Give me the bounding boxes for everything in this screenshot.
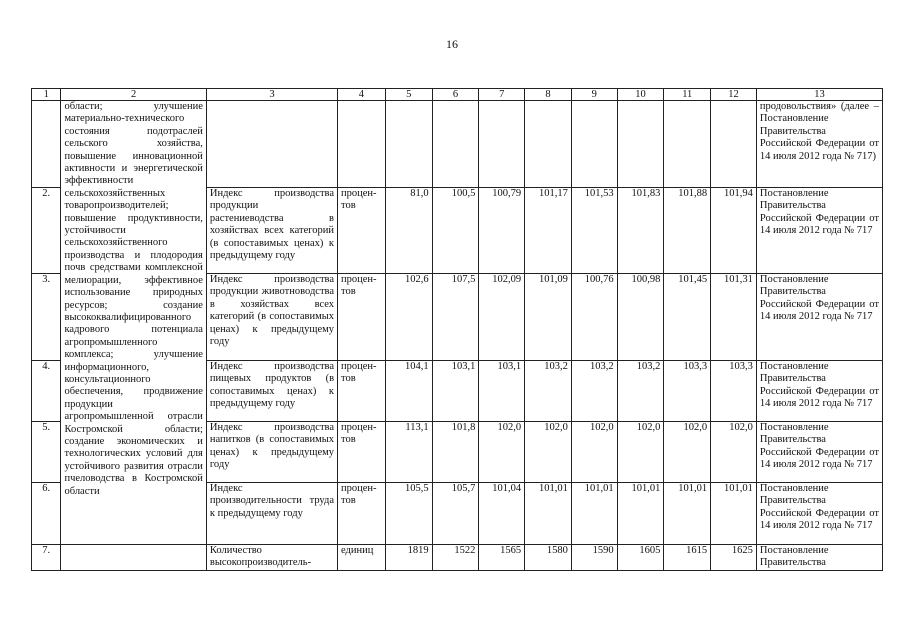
unit-cell: процен-тов xyxy=(338,188,386,274)
value-cell: 103,2 xyxy=(525,361,572,422)
value-cell: 1615 xyxy=(664,545,711,571)
indicator-cell: Индекс производства напитков (в сопоставимых ценах) к предыдущему году xyxy=(206,422,337,483)
value-cell: 1625 xyxy=(711,545,757,571)
value-cell: 100,79 xyxy=(479,188,525,274)
value-cell: 101,83 xyxy=(617,188,664,274)
value-cell: 101,01 xyxy=(617,483,664,545)
basis-document-cell: Постановление Правительства Российской Федерации от 14 июля 2012 года № 717 xyxy=(756,422,882,483)
header-cell: 12 xyxy=(711,89,757,101)
row-number: 3. xyxy=(32,274,61,361)
row-number: 6. xyxy=(32,483,61,545)
page-number: 16 xyxy=(446,37,458,51)
value-cell: 102,0 xyxy=(571,422,617,483)
indicator-cell: Индекс производства пищевых продуктов (в сопоставимых ценах) к предыдущему году xyxy=(206,361,337,422)
row-number: 5. xyxy=(32,422,61,483)
value-cell: 102,0 xyxy=(525,422,572,483)
header-cell: 2 xyxy=(61,89,206,101)
unit-cell: процен-тов xyxy=(338,483,386,545)
header-cell: 9 xyxy=(571,89,617,101)
value-cell: 101,88 xyxy=(664,188,711,274)
row-number: 4. xyxy=(32,361,61,422)
value-cell: 101,01 xyxy=(664,483,711,545)
header-cell: 4 xyxy=(338,89,386,101)
header-row xyxy=(32,89,883,101)
header-cell: 10 xyxy=(617,89,664,101)
value-cell: 101,45 xyxy=(664,274,711,361)
value-cell: 103,1 xyxy=(479,361,525,422)
value-cell: 101,17 xyxy=(525,188,572,274)
value-cell: 103,3 xyxy=(711,361,757,422)
value-cell: 102,6 xyxy=(385,274,432,361)
basis-document-cell: Постановление Правительства Российской Федерации от 14 июля 2012 года № 717 xyxy=(756,274,882,361)
indicators-table xyxy=(31,88,883,571)
header-cell: 13 xyxy=(756,89,882,101)
header-cell: 11 xyxy=(664,89,711,101)
value-cell: 1605 xyxy=(617,545,664,571)
value-cell: 100,98 xyxy=(617,274,664,361)
header-cell: 8 xyxy=(525,89,572,101)
continuation-row xyxy=(32,101,883,188)
value-cell: 102,0 xyxy=(479,422,525,483)
value-cell: 100,76 xyxy=(571,274,617,361)
value-cell: 1590 xyxy=(571,545,617,571)
value-cell: 1819 xyxy=(385,545,432,571)
header-cell: 7 xyxy=(479,89,525,101)
value-cell: 102,0 xyxy=(664,422,711,483)
unit-cell: процен-тов xyxy=(338,361,386,422)
value-cell: 1580 xyxy=(525,545,572,571)
header-cell: 5 xyxy=(385,89,432,101)
value-cell: 101,53 xyxy=(571,188,617,274)
value-cell: 101,04 xyxy=(479,483,525,545)
value-cell: 101,94 xyxy=(711,188,757,274)
header-cell: 6 xyxy=(432,89,479,101)
row-number: 7. xyxy=(32,545,61,571)
basis-document-cell: Постановление Правительства Российской Федерации от 14 июля 2012 года № 717 xyxy=(756,361,882,422)
value-cell: 101,01 xyxy=(711,483,757,545)
indicator-cell: Количество высокопроизводитель- xyxy=(206,545,337,571)
value-cell: 101,8 xyxy=(432,422,479,483)
value-cell: 101,01 xyxy=(571,483,617,545)
value-cell: 102,0 xyxy=(617,422,664,483)
basis-document-cell: Постановление Правительства Российской Федерации от 14 июля 2012 года № 717 xyxy=(756,483,882,545)
header-cell: 3 xyxy=(206,89,337,101)
value-cell: 107,5 xyxy=(432,274,479,361)
indicator-cell: Индекс производительности труда к предыдущему году xyxy=(206,483,337,545)
value-cell: 1522 xyxy=(432,545,479,571)
row-number: 2. xyxy=(32,188,61,274)
indicator-cell: Индекс производства продукции растениеводства в хозяйствах всех категорий (в сопоставимых ценах) к предыдущему году xyxy=(206,188,337,274)
value-cell: 81,0 xyxy=(385,188,432,274)
value-cell: 101,31 xyxy=(711,274,757,361)
value-cell: 105,5 xyxy=(385,483,432,545)
value-cell: 101,01 xyxy=(525,483,572,545)
value-cell: 104,1 xyxy=(385,361,432,422)
basis-document-cell: Постановление Правительства Российской Федерации от 14 июля 2012 года № 717 xyxy=(756,188,882,274)
value-cell: 102,09 xyxy=(479,274,525,361)
value-cell: 100,5 xyxy=(432,188,479,274)
value-cell: 103,1 xyxy=(432,361,479,422)
value-cell: 103,3 xyxy=(664,361,711,422)
indicator-cell: Индекс производства продукции животноводства в хозяйствах всех категорий (в сопоставимых ценах) к предыдущему году xyxy=(206,274,337,361)
unit-cell: процен-тов xyxy=(338,274,386,361)
unit-cell: процен-тов xyxy=(338,422,386,483)
value-cell: 103,2 xyxy=(571,361,617,422)
table-row xyxy=(32,545,883,571)
value-cell: 103,2 xyxy=(617,361,664,422)
basis-document-cell: продовольствия» (далее – Постановление Правительства Российской Федерации от 14 июля 2012 года № 717) xyxy=(756,101,882,188)
unit-cell: единиц xyxy=(338,545,386,571)
goals-cell: области; улучшение материально-технического состояния подотраслей сельского хозяйства, повышение инновационной активности и энергетической эффективности сельскохозяйственных товаропроизводителей; повышение продуктивности, устойчивости сельскохозяйственного производства и плодородия почв средствами комплексной мелиорации, эффективное использование природных ресурсов; создание высококвалифицированного кадрового потенциала агропромышленного комплекса; улучшение информационного, консультационного обеспечения, продвижение продукции агропромышленной отрасли Костромской области; создание экономических и технологических условий для устойчивого развития отрасли пчеловодства в Костромской области xyxy=(61,101,206,545)
value-cell: 1565 xyxy=(479,545,525,571)
header-cell: 1 xyxy=(32,89,61,101)
value-cell: 105,7 xyxy=(432,483,479,545)
basis-document-cell: Постановление Правительства xyxy=(756,545,882,571)
value-cell: 113,1 xyxy=(385,422,432,483)
value-cell: 101,09 xyxy=(525,274,572,361)
value-cell: 102,0 xyxy=(711,422,757,483)
